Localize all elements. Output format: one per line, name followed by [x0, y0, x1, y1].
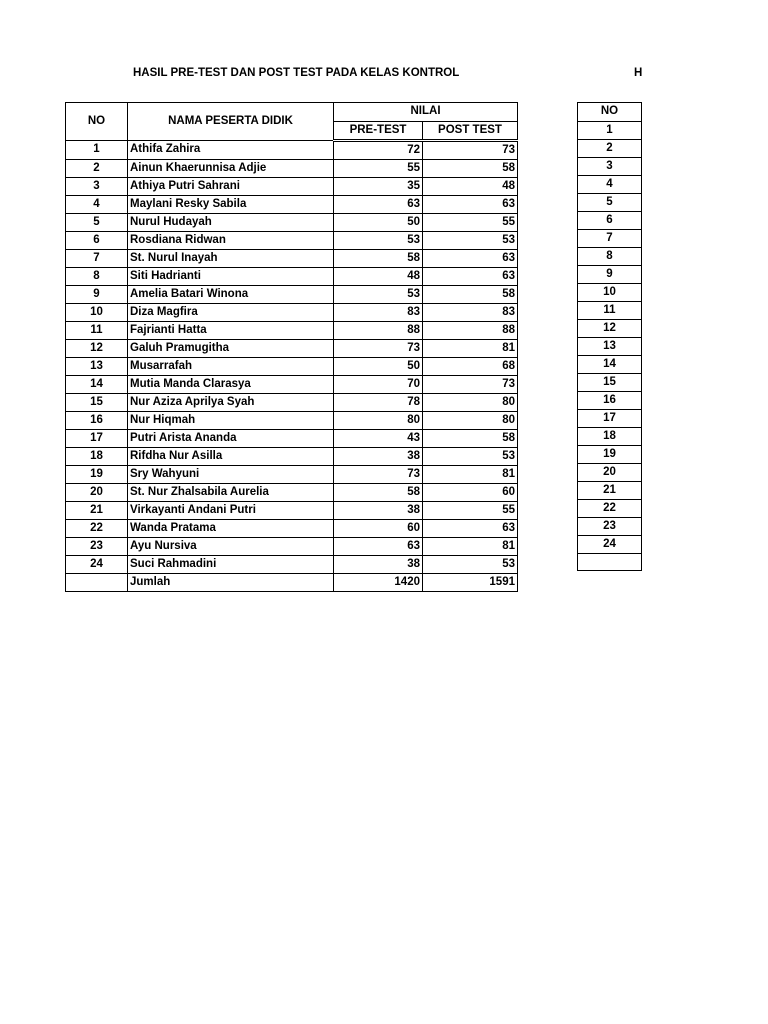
table-row: [578, 337, 642, 355]
student-name: Rosdiana Ridwan: [128, 231, 334, 249]
table-row: [578, 121, 642, 139]
row-number: 23: [578, 517, 642, 535]
post-test-score: 53: [423, 447, 518, 465]
pre-test-score: 58: [334, 483, 423, 501]
row-number: 16: [578, 391, 642, 409]
pre-test-score: 88: [334, 321, 423, 339]
table-row: [578, 481, 642, 499]
pre-test-score: 63: [334, 537, 423, 555]
table-row: [578, 535, 642, 553]
post-test-score: 63: [423, 267, 518, 285]
pre-test-score: 53: [334, 285, 423, 303]
table-row: [578, 373, 642, 391]
student-name: Athifa Zahira: [128, 140, 334, 159]
total-post-test: 1591: [423, 573, 518, 591]
row-number: 9: [578, 265, 642, 283]
total-row: [578, 553, 642, 570]
pre-test-score: 72: [334, 140, 423, 159]
table-row: [66, 267, 518, 285]
student-name: Putri Arista Ananda: [128, 429, 334, 447]
row-number: 4: [578, 175, 642, 193]
table-row: [578, 445, 642, 463]
pre-test-score: 73: [334, 339, 423, 357]
table-row: [66, 231, 518, 249]
row-number: 4: [66, 195, 128, 213]
post-test-score: 80: [423, 393, 518, 411]
row-number: 16: [66, 411, 128, 429]
row-number: 24: [66, 555, 128, 573]
row-number: 11: [578, 301, 642, 319]
row-number: 14: [578, 355, 642, 373]
student-name: Wanda Pratama: [128, 519, 334, 537]
row-number: 23: [66, 537, 128, 555]
pre-test-score: 83: [334, 303, 423, 321]
student-name: Galuh Pramugitha: [128, 339, 334, 357]
student-name: Nur Hiqmah: [128, 411, 334, 429]
table-row: [578, 355, 642, 373]
header-nilai: NILAI: [334, 103, 518, 122]
student-name: St. Nurul Inayah: [128, 249, 334, 267]
post-test-score: 63: [423, 195, 518, 213]
pre-test-score: 38: [334, 447, 423, 465]
table-row: [66, 177, 518, 195]
table-row: [578, 517, 642, 535]
header-student-name: NAMA PESERTA DIDIK: [128, 103, 334, 141]
post-test-score: 63: [423, 519, 518, 537]
table-row: [578, 193, 642, 211]
post-test-score: 80: [423, 411, 518, 429]
student-name: Ayu Nursiva: [128, 537, 334, 555]
table-row: [578, 427, 642, 445]
pre-test-score: 38: [334, 501, 423, 519]
header-pre-test: PRE-TEST: [334, 121, 423, 140]
table-row: [578, 139, 642, 157]
pre-test-score: 48: [334, 267, 423, 285]
student-name: Musarrafah: [128, 357, 334, 375]
row-number: 7: [578, 229, 642, 247]
table-row: [66, 375, 518, 393]
student-name: Virkayanti Andani Putri: [128, 501, 334, 519]
student-name: St. Nur Zhalsabila Aurelia: [128, 483, 334, 501]
pre-test-score: 35: [334, 177, 423, 195]
post-test-score: 83: [423, 303, 518, 321]
table-row: [66, 555, 518, 573]
row-number: 22: [578, 499, 642, 517]
table-row: [66, 393, 518, 411]
row-number: 3: [578, 157, 642, 175]
post-test-score: 60: [423, 483, 518, 501]
table-row: [66, 249, 518, 267]
student-name: Nurul Hudayah: [128, 213, 334, 231]
post-test-score: 63: [423, 249, 518, 267]
post-test-score: 81: [423, 537, 518, 555]
table-row: [66, 140, 518, 159]
table-row: [66, 519, 518, 537]
header-post-test: POST TEST: [423, 121, 518, 140]
row-number: 13: [66, 357, 128, 375]
row-number: 5: [66, 213, 128, 231]
table-row: [66, 501, 518, 519]
row-number: 24: [578, 535, 642, 553]
row-number: 21: [66, 501, 128, 519]
table-row: [578, 229, 642, 247]
row-number: 12: [578, 319, 642, 337]
pre-test-score: 38: [334, 555, 423, 573]
table-row: [66, 321, 518, 339]
row-number: 8: [66, 267, 128, 285]
row-number: 19: [66, 465, 128, 483]
row-number: 10: [66, 303, 128, 321]
table-row: [66, 411, 518, 429]
pre-test-score: 50: [334, 357, 423, 375]
row-number: 21: [578, 481, 642, 499]
row-number: 17: [578, 409, 642, 427]
post-test-score: 58: [423, 285, 518, 303]
row-number: 12: [66, 339, 128, 357]
row-number: 2: [578, 139, 642, 157]
table-row: [66, 537, 518, 555]
post-test-score: 88: [423, 321, 518, 339]
student-name: Amelia Batari Winona: [128, 285, 334, 303]
table-row: [578, 247, 642, 265]
table-row: [578, 319, 642, 337]
student-name: Ainun Khaerunnisa Adjie: [128, 159, 334, 177]
table-row: [66, 339, 518, 357]
pre-test-score: 55: [334, 159, 423, 177]
row-number: 13: [578, 337, 642, 355]
pre-test-score: 60: [334, 519, 423, 537]
post-test-score: 73: [423, 375, 518, 393]
table-row: [578, 265, 642, 283]
row-number: 8: [578, 247, 642, 265]
row-number: 18: [578, 427, 642, 445]
student-name: Rifdha Nur Asilla: [128, 447, 334, 465]
table-row: [66, 303, 518, 321]
table-row: [66, 159, 518, 177]
table-row: [66, 483, 518, 501]
table-row: [578, 463, 642, 481]
row-number: 18: [66, 447, 128, 465]
row-number: 20: [66, 483, 128, 501]
student-name: Fajrianti Hatta: [128, 321, 334, 339]
row-number: 7: [66, 249, 128, 267]
total-no-cell: [66, 573, 128, 591]
student-name: Sry Wahyuni: [128, 465, 334, 483]
row-number: 17: [66, 429, 128, 447]
total-no-cell: [578, 553, 642, 570]
post-test-score: 58: [423, 159, 518, 177]
row-number: 20: [578, 463, 642, 481]
student-name: Maylani Resky Sabila: [128, 195, 334, 213]
row-number: 11: [66, 321, 128, 339]
student-name: Nur Aziza Aprilya Syah: [128, 393, 334, 411]
pre-test-score: 58: [334, 249, 423, 267]
row-number: 6: [66, 231, 128, 249]
row-number: 22: [66, 519, 128, 537]
pre-test-score: 73: [334, 465, 423, 483]
row-number: 15: [66, 393, 128, 411]
table-row: [66, 213, 518, 231]
post-test-score: 81: [423, 339, 518, 357]
table-row: [578, 499, 642, 517]
total-label: Jumlah: [128, 573, 334, 591]
table-row: [578, 283, 642, 301]
header-no-right: NO: [578, 103, 642, 122]
total-pre-test: 1420: [334, 573, 423, 591]
row-number: 14: [66, 375, 128, 393]
student-name: Suci Rahmadini: [128, 555, 334, 573]
table-row: [578, 391, 642, 409]
pre-test-score: 63: [334, 195, 423, 213]
row-number: 15: [578, 373, 642, 391]
post-test-score: 73: [423, 140, 518, 159]
student-name: Siti Hadrianti: [128, 267, 334, 285]
sheet-title: HASIL PRE-TEST DAN POST TEST PADA KELAS KONTROL: [133, 67, 460, 79]
student-name: Mutia Manda Clarasya: [128, 375, 334, 393]
table-row: [66, 195, 518, 213]
pre-test-score: 70: [334, 375, 423, 393]
row-number: 9: [66, 285, 128, 303]
table-row: [578, 175, 642, 193]
table-row: [578, 211, 642, 229]
pre-test-score: 43: [334, 429, 423, 447]
row-number: 3: [66, 177, 128, 195]
post-test-score: 81: [423, 465, 518, 483]
row-number: 10: [578, 283, 642, 301]
post-test-score: 53: [423, 555, 518, 573]
second-sheet-title-fragment: H: [634, 67, 643, 79]
post-test-score: 48: [423, 177, 518, 195]
student-name: Athiya Putri Sahrani: [128, 177, 334, 195]
table-row: [66, 429, 518, 447]
pre-test-score: 53: [334, 231, 423, 249]
post-test-score: 55: [423, 213, 518, 231]
row-number: 1: [578, 121, 642, 139]
post-test-score: 68: [423, 357, 518, 375]
table-row: [66, 285, 518, 303]
header-no: NO: [66, 103, 128, 141]
row-number: 5: [578, 193, 642, 211]
table-row: [66, 357, 518, 375]
pre-test-score: 80: [334, 411, 423, 429]
post-test-score: 53: [423, 231, 518, 249]
post-test-score: 55: [423, 501, 518, 519]
student-name: Diza Magfira: [128, 303, 334, 321]
row-number: 6: [578, 211, 642, 229]
control-class-score-table: [65, 102, 518, 592]
pre-test-score: 50: [334, 213, 423, 231]
row-number: 19: [578, 445, 642, 463]
table-row: [578, 157, 642, 175]
pre-test-score: 78: [334, 393, 423, 411]
post-test-score: 58: [423, 429, 518, 447]
table-row: [66, 447, 518, 465]
row-number: 1: [66, 140, 128, 159]
table-row: [578, 301, 642, 319]
table-row: [578, 409, 642, 427]
total-row: [66, 573, 518, 591]
experiment-class-table-partial: [577, 102, 642, 571]
row-number: 2: [66, 159, 128, 177]
table-row: [66, 465, 518, 483]
